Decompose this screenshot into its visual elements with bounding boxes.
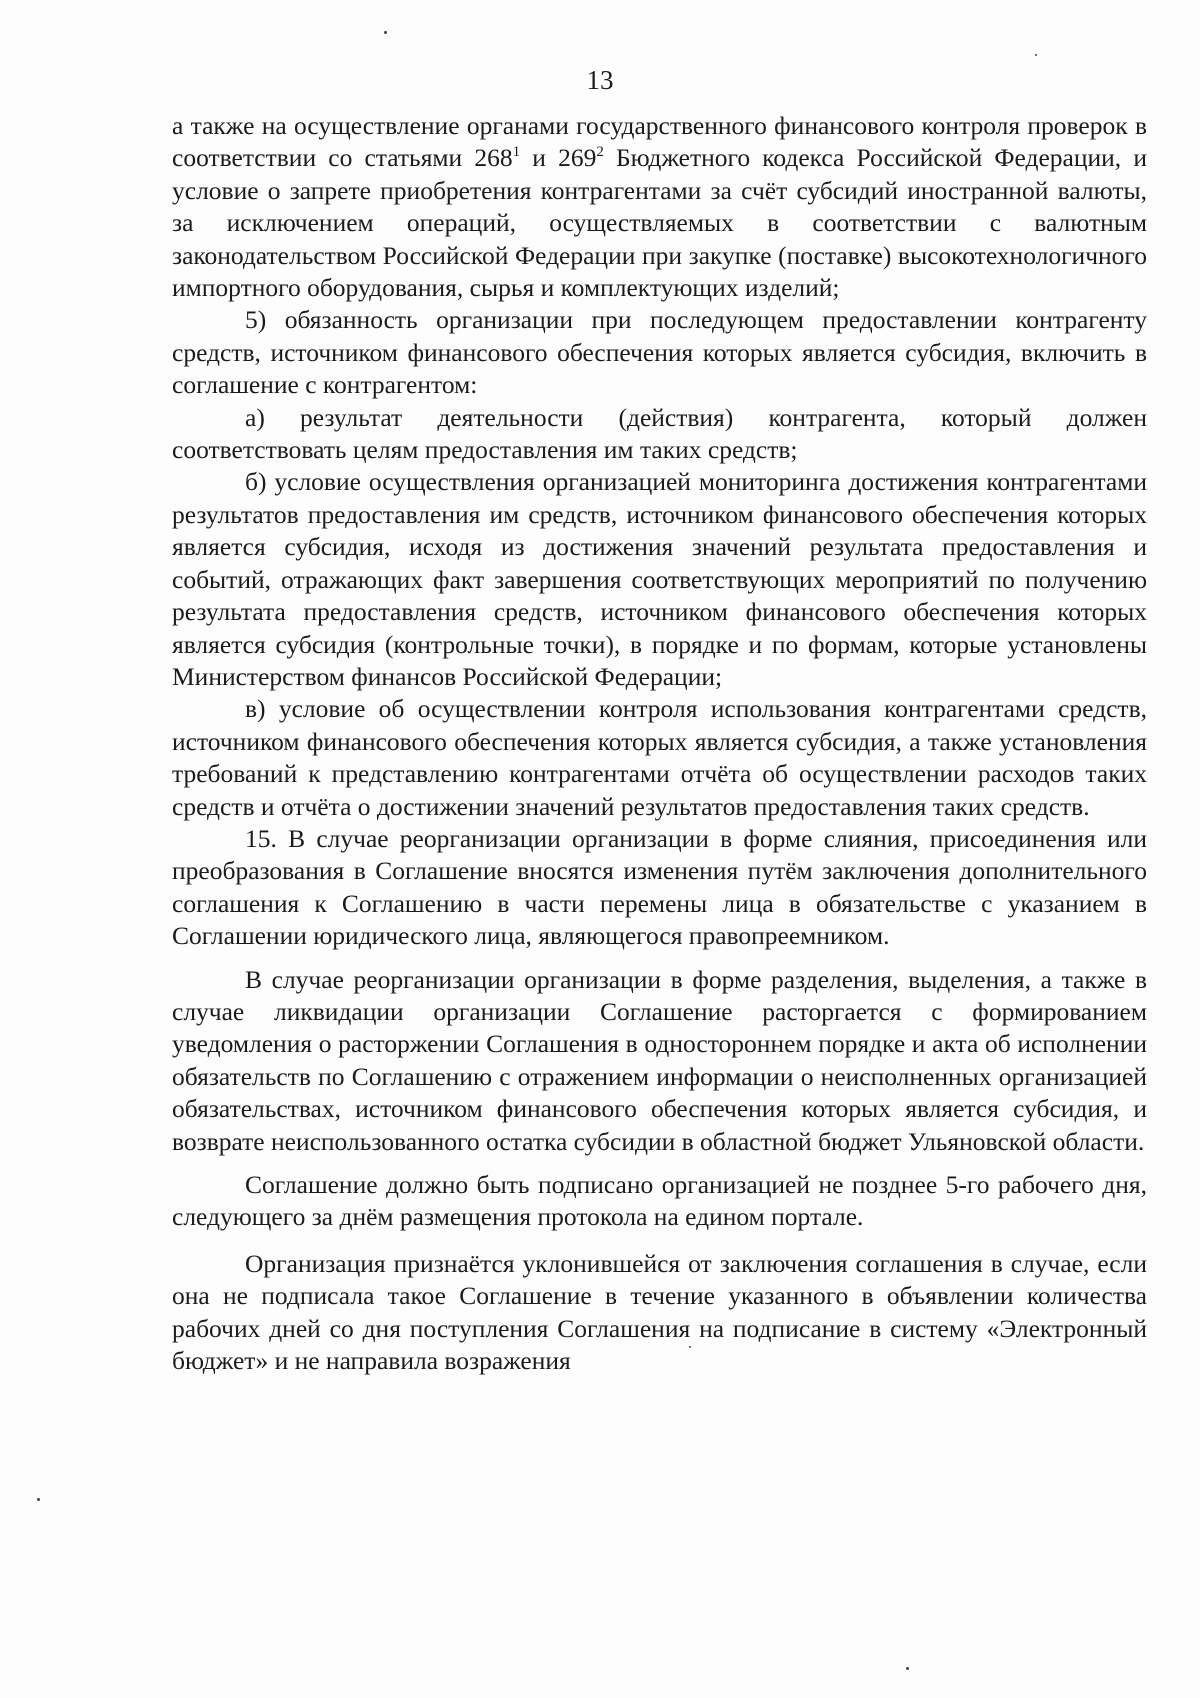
page-number: 13 (586, 65, 614, 95)
scan-speck (1035, 54, 1037, 56)
paragraph-text: Бюджетного кодекса Российской Федерации, и условие о запрете приобретения контрагентами за счёт субсидий иностранной валюты, за исключением операций, осуществляемых в соответствии с валютным законодательством Российской Федерации при закупке (поставке) высокотехнологичного импортного оборудования, сырья и комплектующих изделий; (172, 143, 1147, 303)
scan-speck (906, 1667, 909, 1670)
scan-speck (689, 1346, 691, 1348)
paragraph-reorganization: В случае реорганизации организации в форме разделения, выделения, а также в случае ликвидации организации Соглашение расторгается с формированием уведомления о расторжении Соглашения в одностороннем порядке и акта об исполнении обязательств по Соглашению с отражением информации о неисполненных организацией обязательствах, источником финансового обеспечения которых является субсидия, и возврате неиспользованного остатка субсидии в областной бюджет Ульяновской области. (172, 964, 1147, 1156)
paragraph-evasion: Организация признаётся уклонившейся от заключения соглашения в случае, если она не подписала такое Соглашение в течение указанного в объявлении количества рабочих дней со дня поступления Соглашения на подписание в систему «Электронный бюджет» и не направила возражения (172, 1248, 1147, 1376)
paragraph-text: а также на осуществление органами государственного финансового контроля проверок в соответствии со статьями 268 (172, 111, 1147, 173)
superscript: 1 (512, 144, 521, 161)
paragraph-clause-15: 15. В случае реорганизации организации в форме слияния, присоединения или преобразования в Соглашение вносятся изменения путём заключения дополнительного соглашения к Соглашению в части перемены лица в обязательстве с указанием в Соглашении юридического лица, являющегося правопреемником. (172, 823, 1147, 951)
paragraph-item-v: в) условие об осуществлении контроля использования контрагентами средств, источником финансового обеспечения которых является субсидия, а также установления требований к представлению контрагентами отчёта об осуществлении расходов таких средств и отчёта о достижении значений результатов предоставления таких средств. (172, 694, 1147, 821)
paragraph-item-a: а) результат деятельности (действия) контрагента, который должен соответствовать целям предоставления им таких средств; (172, 402, 1147, 465)
paragraph-signing-deadline: Соглашение должно быть подписано организацией не позднее 5-го рабочего дня, следующего за днём размещения протокола на едином портале. (172, 1170, 1147, 1232)
paragraph-item-b: б) условие осуществления организацией мониторинга достижения контрагентами результатов предоставления им средств, источником финансового обеспечения которых является субсидия, исходя из достижения значений результата предоставления и событий, отражающих факт завершения соответствующих мероприятий по получению результата предоставления средств, источником финансового обеспечения которых является субсидия (контрольные точки), в порядке и по формам, которые установлены Министерством финансов Российской Федерации; (172, 467, 1147, 691)
paragraph-item-5: 5) обязанность организации при последующем предоставлении контрагенту средств, источником финансового обеспечения которых является субсидия, включить в соглашение с контрагентом: (172, 305, 1147, 400)
paragraph-continued (172, 110, 1147, 304)
scan-speck (37, 1498, 40, 1501)
document-body (172, 110, 1147, 1377)
paragraph-text: и 269 (520, 143, 597, 173)
scan-speck (384, 31, 387, 34)
superscript: 2 (596, 144, 604, 161)
